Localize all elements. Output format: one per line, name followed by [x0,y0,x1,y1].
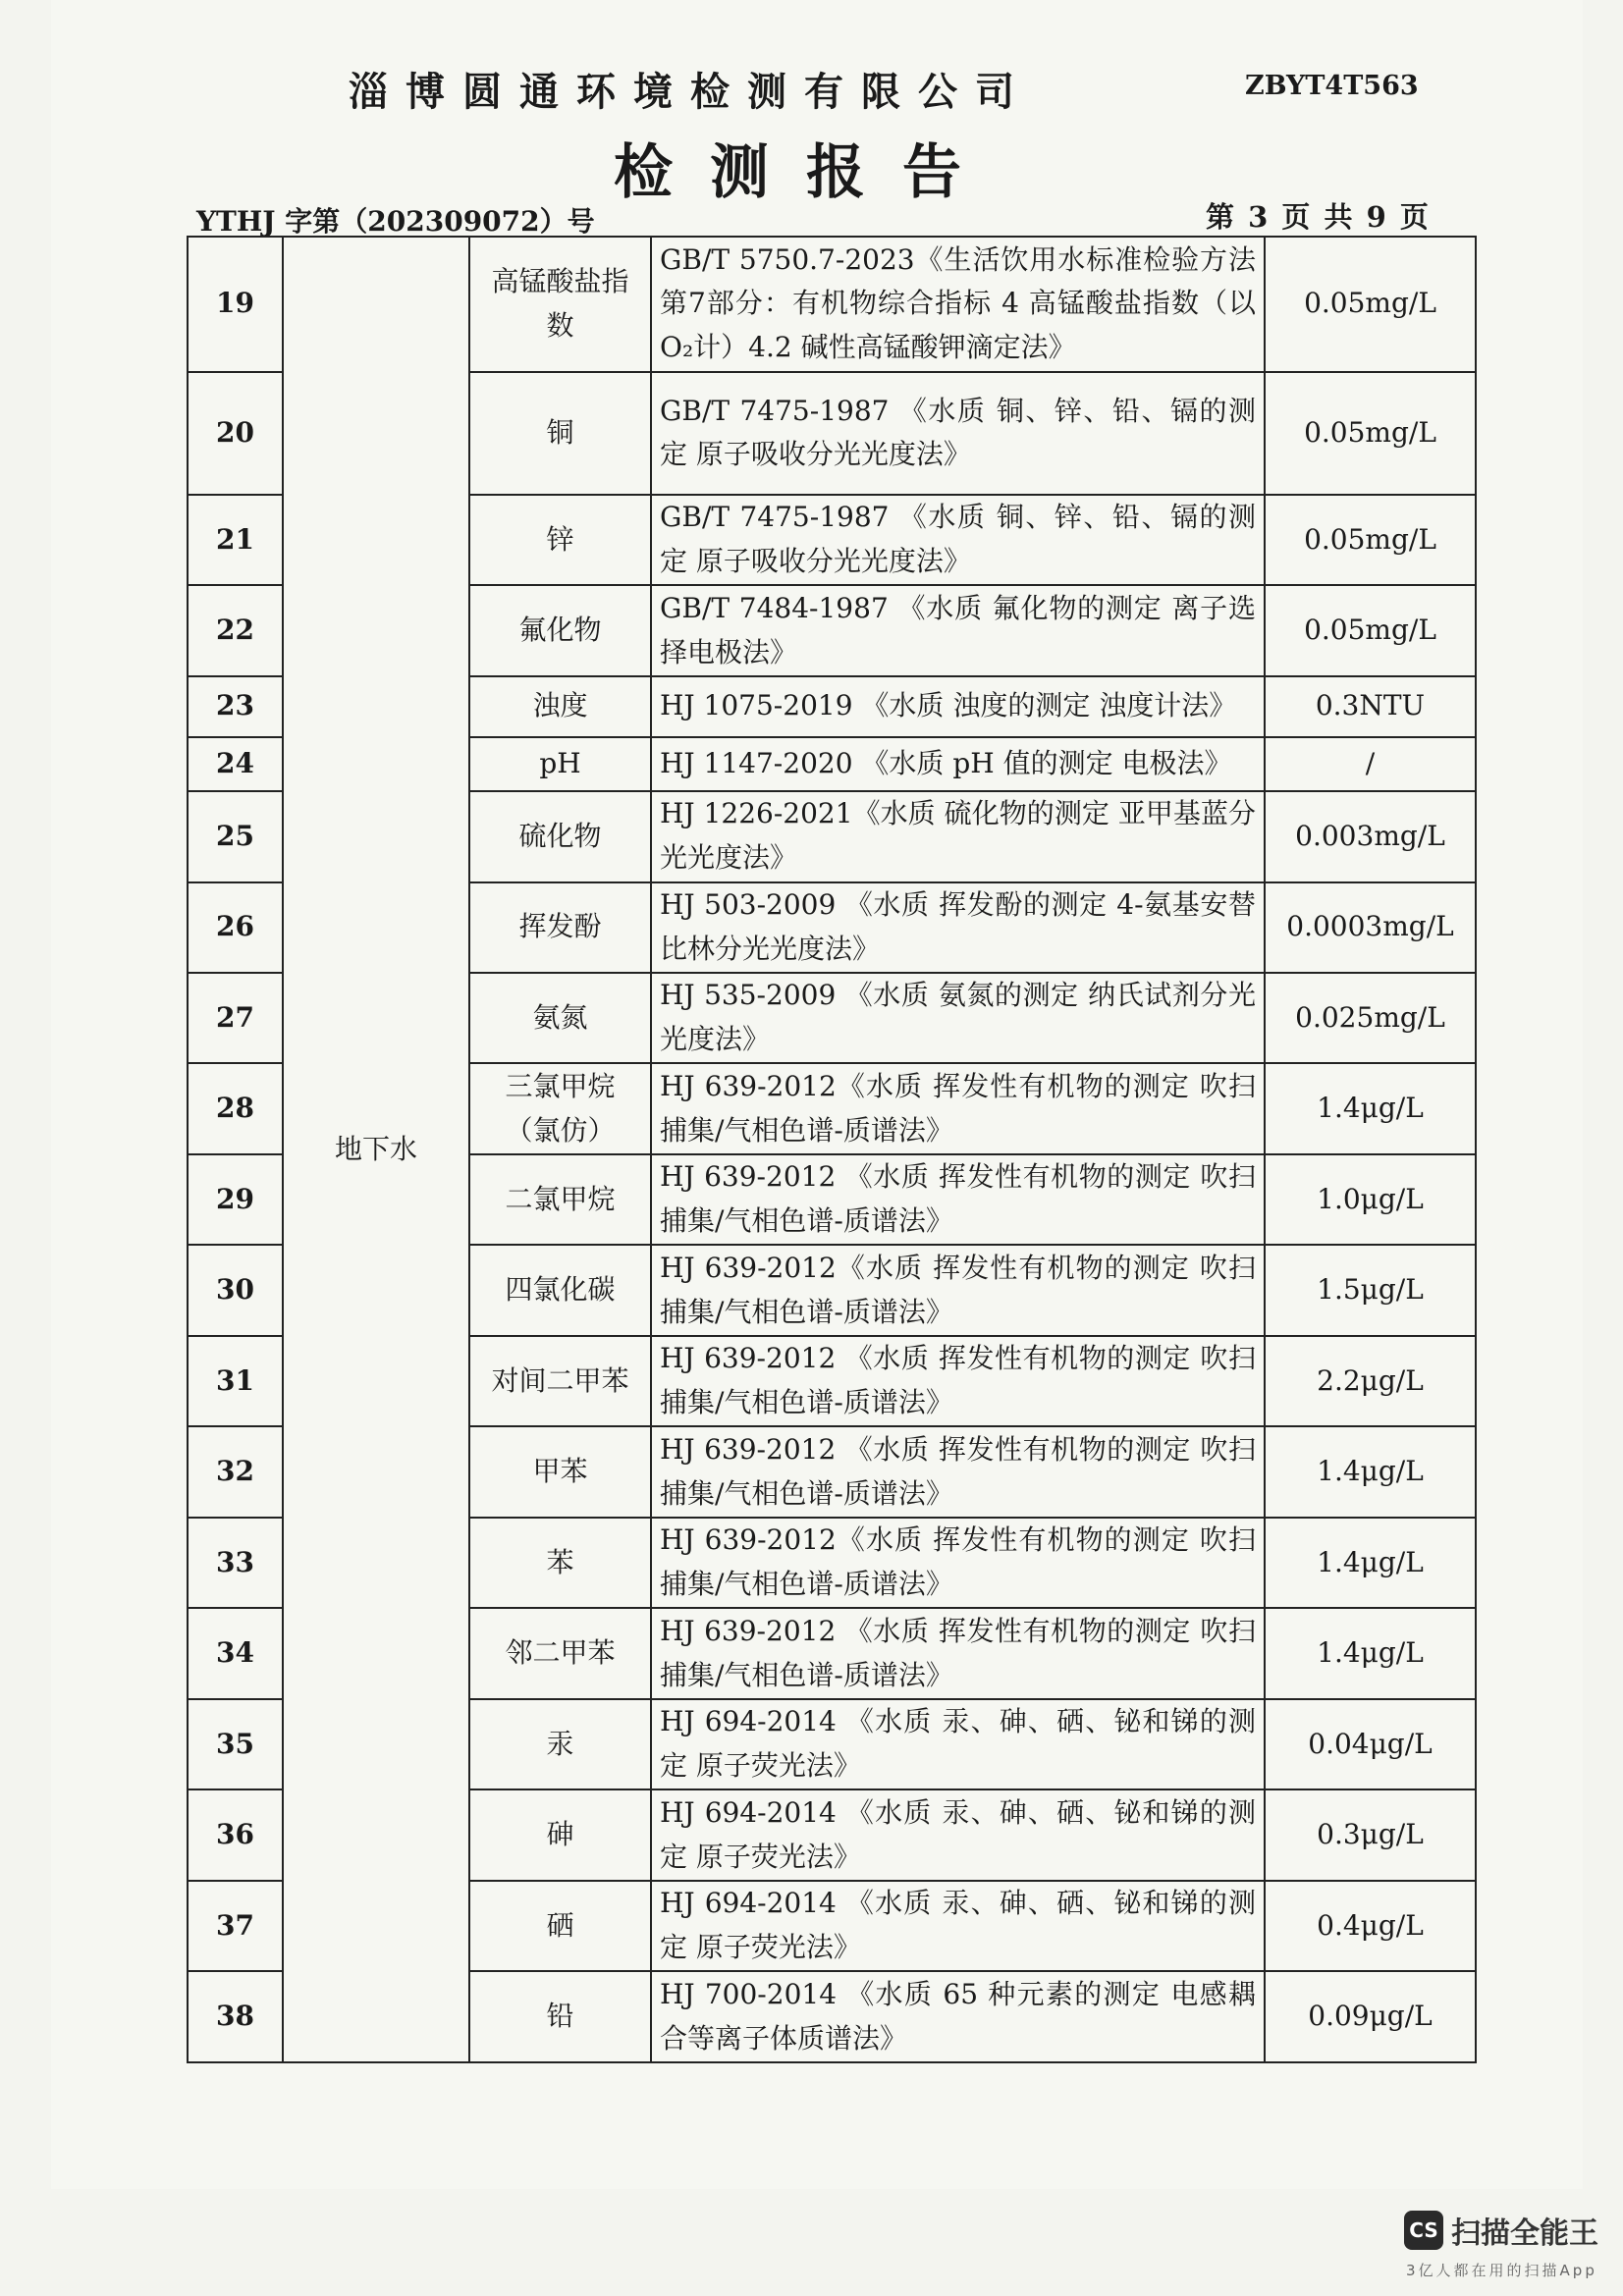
detection-limit: 0.3μg/L [1265,1789,1476,1880]
detection-limit: 1.4μg/L [1265,1063,1476,1153]
test-item: 砷 [469,1789,651,1880]
detection-limit: 0.05mg/L [1265,372,1476,495]
test-item: 锌 [469,495,651,585]
test-item: 铅 [469,1971,651,2062]
test-item: 铜 [469,372,651,495]
test-method: HJ 639-2012《水质 挥发性有机物的测定 吹扫捕集/气相色谱-质谱法》 [651,1518,1265,1608]
test-method: HJ 639-2012 《水质 挥发性有机物的测定 吹扫捕集/气相色谱-质谱法》 [651,1426,1265,1517]
row-number: 32 [188,1426,283,1517]
detection-limit: 0.09μg/L [1265,1971,1476,2062]
row-number: 31 [188,1336,283,1426]
report-number: YTHJ 字第（202309072）号 [196,205,595,238]
detection-limit: 0.05mg/L [1265,237,1476,372]
table-row [188,237,1476,372]
test-item: 氨氮 [469,973,651,1063]
test-method: HJ 639-2012 《水质 挥发性有机物的测定 吹扫捕集/气相色谱-质谱法》 [651,1154,1265,1245]
test-method: HJ 1075-2019 《水质 浊度的测定 浊度计法》 [651,676,1265,737]
test-item: 硫化物 [469,791,651,881]
test-method: HJ 639-2012 《水质 挥发性有机物的测定 吹扫捕集/气相色谱-质谱法》 [651,1336,1265,1426]
test-item: 高锰酸盐指数 [469,237,651,372]
row-number: 35 [188,1699,283,1789]
detection-limit: 0.05mg/L [1265,585,1476,675]
detection-limit: 2.2μg/L [1265,1336,1476,1426]
test-method: HJ 694-2014 《水质 汞、砷、硒、铋和锑的测定 原子荧光法》 [651,1699,1265,1789]
detection-limit: 1.4μg/L [1265,1518,1476,1608]
test-item: pH [469,737,651,792]
report-title: 检测报告 [614,138,999,207]
page-indicator: 第 3 页 共 9 页 [1206,200,1431,234]
test-method: HJ 694-2014 《水质 汞、砷、硒、铋和锑的测定 原子荧光法》 [651,1881,1265,1971]
test-item: 氟化物 [469,585,651,675]
scanner-app-name: 扫描全能王 [1451,2216,1598,2251]
row-number: 21 [188,495,283,585]
test-method: HJ 639-2012《水质 挥发性有机物的测定 吹扫捕集/气相色谱-质谱法》 [651,1245,1265,1335]
test-item: 甲苯 [469,1426,651,1517]
camscanner-logo-icon: CS [1404,2211,1443,2250]
test-method: HJ 503-2009 《水质 挥发酚的测定 4-氨基安替比林分光光度法》 [651,882,1265,973]
row-number: 20 [188,372,283,495]
row-number: 37 [188,1881,283,1971]
detection-limit: 1.4μg/L [1265,1608,1476,1698]
detection-limit: 0.003mg/L [1265,791,1476,881]
row-number: 23 [188,676,283,737]
detection-limit: / [1265,737,1476,792]
test-item: 二氯甲烷 [469,1154,651,1245]
test-method: HJ 535-2009 《水质 氨氮的测定 纳氏试剂分光光度法》 [651,973,1265,1063]
results-table [187,236,1477,2063]
scanner-watermark [1404,2209,1598,2252]
company-name: 淄博圆通环境检测有限公司 [349,69,1032,115]
row-number: 27 [188,973,283,1063]
test-method: GB/T 7484-1987 《水质 氟化物的测定 离子选择电极法》 [651,585,1265,675]
row-number: 28 [188,1063,283,1153]
test-item: 硒 [469,1881,651,1971]
row-number: 22 [188,585,283,675]
test-method: HJ 694-2014 《水质 汞、砷、硒、铋和锑的测定 原子荧光法》 [651,1789,1265,1880]
document-code: ZBYT4T563 [1245,71,1419,101]
sample-type-cell: 地下水 [283,237,469,2062]
row-number: 38 [188,1971,283,2062]
test-item: 四氯化碳 [469,1245,651,1335]
detection-limit: 0.04μg/L [1265,1699,1476,1789]
test-item: 对间二甲苯 [469,1336,651,1426]
test-method: GB/T 5750.7-2023《生活饮用水标准检验方法 第7部分：有机物综合指标 4 高锰酸盐指数（以O₂计）4.2 碱性高锰酸钾滴定法》 [651,237,1265,372]
test-item: 浊度 [469,676,651,737]
test-item: 苯 [469,1518,651,1608]
test-item: 三氯甲烷（氯仿） [469,1063,651,1153]
detection-limit: 0.025mg/L [1265,973,1476,1063]
row-number: 30 [188,1245,283,1335]
test-item: 挥发酚 [469,882,651,973]
test-method: HJ 639-2012《水质 挥发性有机物的测定 吹扫捕集/气相色谱-质谱法》 [651,1063,1265,1153]
row-number: 24 [188,737,283,792]
detection-limit: 0.05mg/L [1265,495,1476,585]
detection-limit: 0.3NTU [1265,676,1476,737]
test-item: 邻二甲苯 [469,1608,651,1698]
row-number: 29 [188,1154,283,1245]
test-method: GB/T 7475-1987 《水质 铜、锌、铅、镉的测定 原子吸收分光光度法》 [651,372,1265,495]
detection-limit: 1.5μg/L [1265,1245,1476,1335]
detection-limit: 0.0003mg/L [1265,882,1476,973]
row-number: 33 [188,1518,283,1608]
scanner-tagline: 3亿人都在用的扫描App [1406,2262,1597,2279]
test-item: 汞 [469,1699,651,1789]
row-number: 25 [188,791,283,881]
test-method: HJ 700-2014 《水质 65 种元素的测定 电感耦合等离子体质谱法》 [651,1971,1265,2062]
row-number: 36 [188,1789,283,1880]
detection-limit: 1.4μg/L [1265,1426,1476,1517]
test-method: GB/T 7475-1987 《水质 铜、锌、铅、镉的测定 原子吸收分光光度法》 [651,495,1265,585]
row-number: 19 [188,237,283,372]
row-number: 26 [188,882,283,973]
row-number: 34 [188,1608,283,1698]
test-method: HJ 639-2012 《水质 挥发性有机物的测定 吹扫捕集/气相色谱-质谱法》 [651,1608,1265,1698]
test-method: HJ 1226-2021《水质 硫化物的测定 亚甲基蓝分光光度法》 [651,791,1265,881]
test-method: HJ 1147-2020 《水质 pH 值的测定 电极法》 [651,737,1265,792]
detection-limit: 0.4μg/L [1265,1881,1476,1971]
detection-limit: 1.0μg/L [1265,1154,1476,1245]
